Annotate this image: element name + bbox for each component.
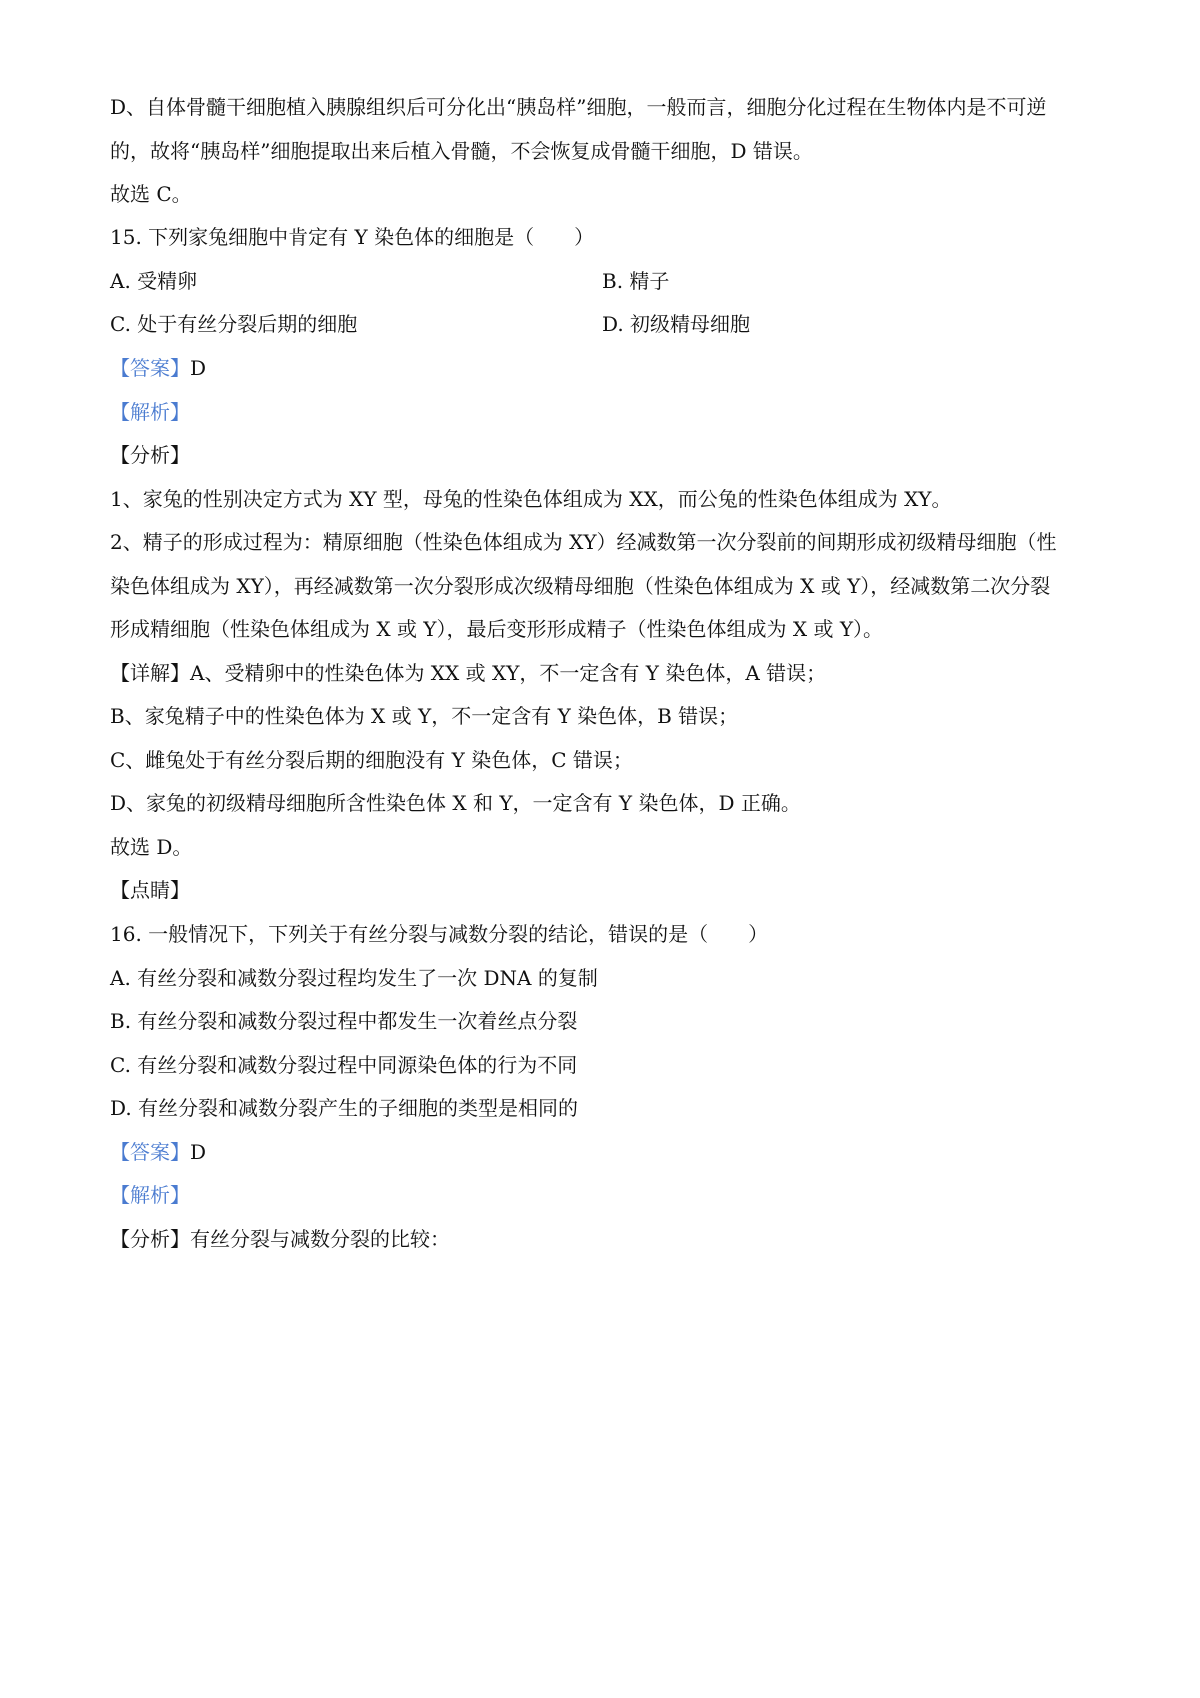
q16-answer (110, 1139, 206, 1165)
q16-answer-value: D (190, 1140, 207, 1164)
q15-dianjing-tag: 【点睛】 (110, 878, 190, 902)
q16-option-a: A. 有丝分裂和减数分裂过程均发生了一次 DNA 的复制 (110, 966, 598, 990)
q15-option-b: B. 精子 (602, 269, 670, 293)
prev-option-d-line-1: D、自体骨髓干细胞植入胰腺组织后可分化出“胰岛样”细胞，一般而言，细胞分化过程在生物体内是不可逆 (110, 95, 1047, 119)
q16-fenxi: 【分析】有丝分裂与减数分裂的比较： (110, 1227, 450, 1251)
q15-fenxi-tag: 【分析】 (110, 443, 190, 467)
q15-choice: 故选 D。 (110, 835, 193, 859)
q15-answer-tag: 【答案】 (110, 356, 190, 380)
q15-option-c: C. 处于有丝分裂后期的细胞 (110, 312, 358, 336)
q15-detail-a: 【详解】A、受精卵中的性染色体为 XX 或 XY，不一定含有 Y 染色体，A 错误； (110, 661, 827, 685)
q16-option-b: B. 有丝分裂和减数分裂过程中都发生一次着丝点分裂 (110, 1009, 578, 1033)
q15-analysis-tag: 【解析】 (110, 400, 190, 424)
prev-choice: 故选 C。 (110, 182, 192, 206)
q16-option-d: D. 有丝分裂和减数分裂产生的子细胞的类型是相同的 (110, 1096, 579, 1120)
q15-answer-value: D (190, 356, 207, 380)
q16-option-c: C. 有丝分裂和减数分裂过程中同源染色体的行为不同 (110, 1053, 578, 1077)
q15-detail-d: D、家兔的初级精母细胞所含性染色体 X 和 Y，一定含有 Y 染色体，D 正确。 (110, 791, 801, 815)
q15-option-a: A. 受精卵 (110, 269, 198, 293)
q15-point-2-line-2: 染色体组成为 XY），再经减数第一次分裂形成次级精母细胞（性染色体组成为 X 或 Y），经减数第二次分裂 (110, 574, 1051, 598)
q15-detail-b: B、家兔精子中的性染色体为 X 或 Y，不一定含有 Y 染色体，B 错误； (110, 704, 739, 728)
q15-point-2-line-1: 2、精子的形成过程为：精原细胞（性染色体组成为 XY）经减数第一次分裂前的间期形成初级精母细胞（性 (110, 530, 1057, 554)
q16-answer-tag: 【答案】 (110, 1140, 190, 1164)
q15-detail-c: C、雌兔处于有丝分裂后期的细胞没有 Y 染色体，C 错误； (110, 748, 633, 772)
q15-option-d: D. 初级精母细胞 (602, 312, 751, 336)
q16-stem: 16. 一般情况下，下列关于有丝分裂与减数分裂的结论，错误的是（ ） (110, 922, 769, 946)
q15-point-2-line-3: 形成精细胞（性染色体组成为 X 或 Y），最后变形形成精子（性染色体组成为 X 或 Y）。 (110, 617, 884, 641)
prev-option-d-line-2: 的，故将“胰岛样”细胞提取出来后植入骨髓，不会恢复成骨髓干细胞，D 错误。 (110, 139, 813, 163)
q16-analysis-tag: 【解析】 (110, 1183, 190, 1207)
q15-answer (110, 355, 206, 381)
q15-stem: 15. 下列家兔细胞中肯定有 Y 染色体的细胞是（ ） (110, 225, 595, 249)
q15-point-1: 1、家兔的性别决定方式为 XY 型，母兔的性染色体组成为 XX，而公兔的性染色体组成为 XY。 (110, 487, 952, 511)
